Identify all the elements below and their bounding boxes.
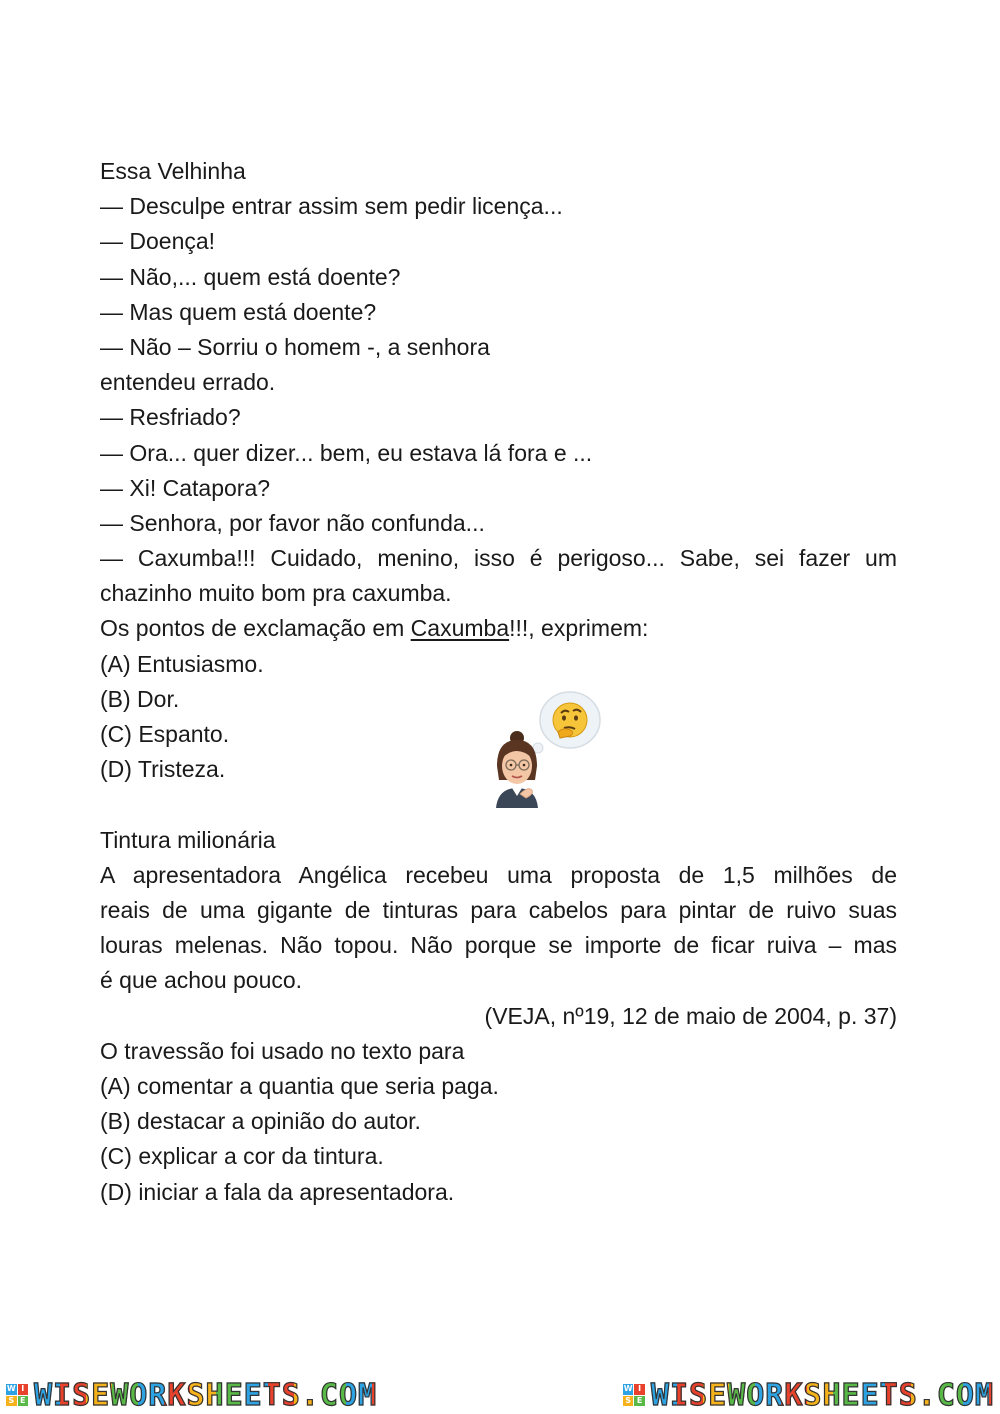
passage-2-text-line: louras melenas. Não topou. Não porque se importe de ficar ruiva – mas — [100, 932, 897, 959]
question-2-option-d[interactable]: (D) iniciar a fala da apresentadora. — [100, 1178, 455, 1205]
footer-watermark — [0, 1376, 1000, 1414]
question-1-option-b[interactable]: (B) Dor. — [100, 685, 180, 712]
passage-1-title: Essa Velhinha — [100, 158, 246, 184]
dialogue-line: — Senhora, por favor não confunda... — [100, 509, 485, 536]
dialogue-line: chazinho muito bom pra caxumba. — [100, 580, 452, 607]
dialogue-line: entendeu errado. — [100, 369, 276, 396]
dialogue-line: — Não,... quem está doente? — [100, 263, 401, 290]
thinking-avatar-icon — [484, 686, 604, 808]
dialogue-line: — Mas quem está doente? — [100, 298, 377, 325]
passage-2-text-line: A apresentadora Angélica recebeu uma proposta de 1,5 milhões de — [100, 861, 897, 888]
dialogue-line: — Ora... quer dizer... bem, eu estava lá fora e ... — [100, 439, 593, 466]
girl-figure-icon — [496, 731, 538, 808]
question-1-option-c[interactable]: (C) Espanto. — [100, 721, 230, 748]
passage-2-source: (VEJA, nº19, 12 de maio de 2004, p. 37) — [484, 1002, 897, 1029]
dialogue-line: — Doença! — [100, 228, 216, 255]
logo-letter: E — [18, 1396, 29, 1407]
brand-watermark — [623, 1378, 994, 1413]
question-1-underlined-word: Caxumba — [410, 615, 510, 642]
brand-name: WISEWORKSHEETS.COM — [34, 1377, 378, 1413]
question-2-option-a[interactable]: (A) comentar a quantia que seria paga. — [100, 1072, 499, 1099]
question-2: O travessão foi usado no texto para — [100, 1037, 465, 1064]
logo-letter: W — [6, 1384, 16, 1393]
logo-letter: W — [623, 1384, 633, 1393]
logo-letter: I — [18, 1384, 29, 1395]
brand-logo-icon — [6, 1384, 28, 1406]
logo-letter: S — [623, 1396, 634, 1407]
question-1-suffix: !!!, exprimem: — [509, 615, 649, 642]
logo-letter: I — [634, 1384, 645, 1395]
thinking-face-icon — [553, 703, 587, 738]
question-2-option-c[interactable]: (C) explicar a cor da tintura. — [100, 1143, 384, 1170]
dialogue-line: — Não – Sorriu o homem -, a senhora — [100, 333, 490, 360]
logo-letter: E — [634, 1396, 645, 1407]
question-2-option-b[interactable]: (B) destacar a opinião do autor. — [100, 1108, 421, 1135]
question-1-option-a[interactable]: (A) Entusiasmo. — [100, 650, 264, 677]
dialogue-line: — Xi! Catapora? — [100, 474, 271, 501]
brand-logo-icon — [623, 1384, 645, 1406]
dialogue-line: — Desculpe entrar assim sem pedir licença... — [100, 193, 563, 220]
question-1-prefix: Os pontos de exclamação em — [100, 615, 411, 642]
logo-letter: S — [6, 1396, 17, 1407]
dialogue-line: — Resfriado? — [100, 404, 241, 431]
question-1 — [100, 611, 897, 646]
dialogue-line: — Caxumba!!! Cuidado, menino, isso é perigoso... Sabe, sei fazer um — [100, 545, 897, 572]
passage-2-text-line: reais de uma gigante de tinturas para cabelos para pintar de ruivo suas — [100, 896, 897, 923]
worksheet-page — [100, 154, 897, 1210]
passage-2-text-line: é que achou pouco. — [100, 967, 303, 994]
brand-name: WISEWORKSHEETS.COM — [650, 1377, 994, 1413]
brand-watermark — [6, 1378, 377, 1413]
passage-2-title: Tintura milionária — [100, 826, 276, 853]
question-1-option-d[interactable]: (D) Tristeza. — [100, 756, 226, 783]
